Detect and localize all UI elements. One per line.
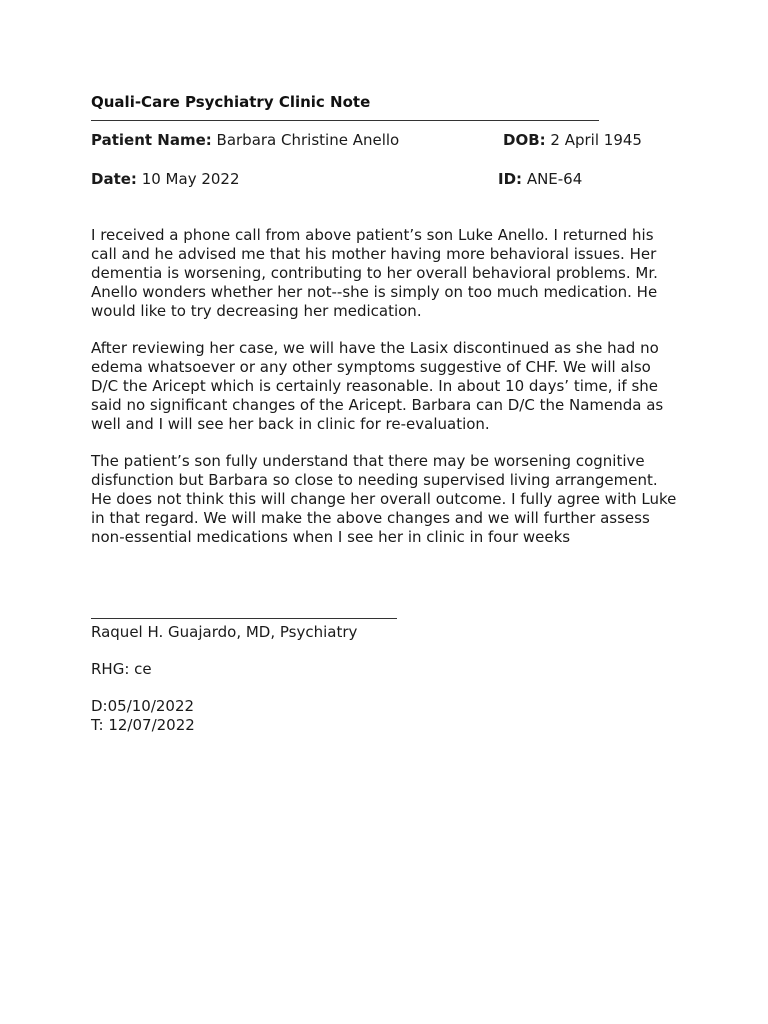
transcription-initials: RHG: ce (91, 660, 152, 678)
title-underline (91, 120, 599, 121)
dob-field (503, 131, 642, 149)
note-paragraph-1: I received a phone call from above patient’s son Luke Anello. I returned his call and he advised me that his mother having more behavioral issues. Her dementia is worsening, contributing to her overall behavioral problems. Mr. Anello wonders whether her not--she is simply on too much medication. He would like to try decreasing her medication. (91, 226, 658, 320)
id-value: ANE-64 (526, 170, 583, 188)
date-value: 10 May 2022 (141, 170, 240, 188)
id-field (498, 170, 582, 188)
patient-name-label: Patient Name: (91, 131, 212, 149)
note-paragraph-3: The patient’s son fully understand that there may be worsening cognitive disfunction but Barbara so close to needing supervised living arrangement. He does not think this will change her overall outcome. I fully agree with Luke in that regard. We will make the above changes and we will further assess non-essential medications when I see her in clinic in four weeks (91, 452, 677, 546)
document-title: Quali-Care Psychiatry Clinic Note (91, 93, 371, 111)
signer-name: Raquel H. Guajardo, MD, Psychiatry (91, 623, 358, 641)
date-label: Date: (91, 170, 137, 188)
transcribed-date: T: 12/07/2022 (91, 716, 195, 734)
date-field (91, 170, 240, 188)
patient-name-field (91, 131, 399, 149)
dob-value: 2 April 1945 (550, 131, 642, 149)
patient-name-value: Barbara Christine Anello (216, 131, 400, 149)
signature-line (91, 618, 397, 619)
dob-label: DOB: (503, 131, 546, 149)
id-label: ID: (498, 170, 523, 188)
note-paragraph-2: After reviewing her case, we will have the Lasix discontinued as she had no edema whatsoever or any other symptoms suggestive of CHF. We will also D/C the Aricept which is certainly reasonable. In about 10 days’ time, if she said no significant changes of the Aricept. Barbara can D/C the Namenda as well and I will see her back in clinic for re-evaluation. (91, 339, 664, 433)
dictated-date: D:05/10/2022 (91, 697, 195, 715)
